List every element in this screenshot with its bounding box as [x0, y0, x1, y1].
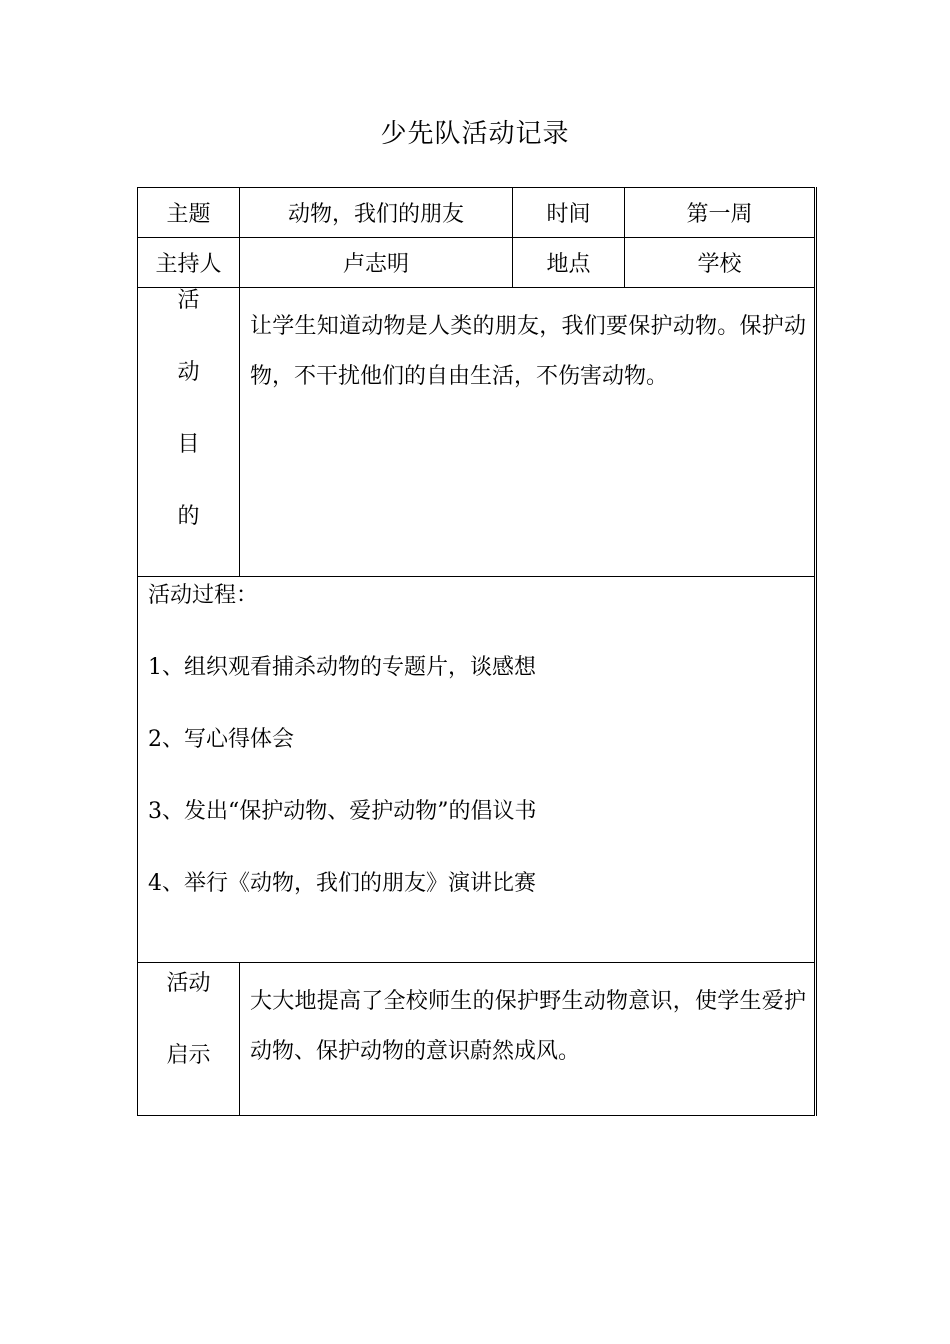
insight-label [138, 963, 240, 1116]
insight-label-line: 启示 [166, 1043, 211, 1068]
theme-label: 主题 [138, 188, 240, 238]
insight-label-line: 活动 [166, 971, 211, 996]
theme-row [138, 188, 816, 238]
process-row [138, 577, 816, 963]
host-label: 主持人 [138, 238, 240, 288]
place-value: 学校 [625, 238, 816, 288]
purpose-text: 让学生知道动物是人类的朋友，我们要保护动物。保护动物，不干扰他们的自由生活，不伤害动物。 [240, 288, 816, 577]
process-item: 4、举行《动物，我们的朋友》演讲比赛 [148, 871, 536, 896]
purpose-row [138, 288, 816, 577]
process-item: 1、组织观看捕杀动物的专题片，谈感想 [148, 655, 536, 680]
process-item: 3、发出“保护动物、爱护动物”的倡议书 [148, 799, 537, 824]
time-label: 时间 [513, 188, 625, 238]
place-label: 地点 [513, 238, 625, 288]
time-value: 第一周 [625, 188, 816, 238]
host-value: 卢志明 [240, 238, 513, 288]
process-item: 2、写心得体会 [148, 727, 294, 752]
purpose-label-char: 动 [177, 360, 200, 385]
purpose-label-char: 目 [177, 432, 200, 457]
theme-value: 动物，我们的朋友 [240, 188, 513, 238]
purpose-label-char: 活 [177, 288, 200, 313]
purpose-label [138, 288, 240, 577]
activity-record-table [137, 187, 817, 1116]
host-row [138, 238, 816, 288]
page-title: 少先队活动记录 [380, 119, 570, 149]
insight-text: 大大地提高了全校师生的保护野生动物意识，使学生爱护动物、保护动物的意识蔚然成风。 [240, 963, 816, 1116]
process-heading: 活动过程： [148, 583, 259, 608]
purpose-label-char: 的 [177, 504, 200, 529]
insight-row [138, 963, 816, 1116]
process-section [138, 577, 816, 963]
